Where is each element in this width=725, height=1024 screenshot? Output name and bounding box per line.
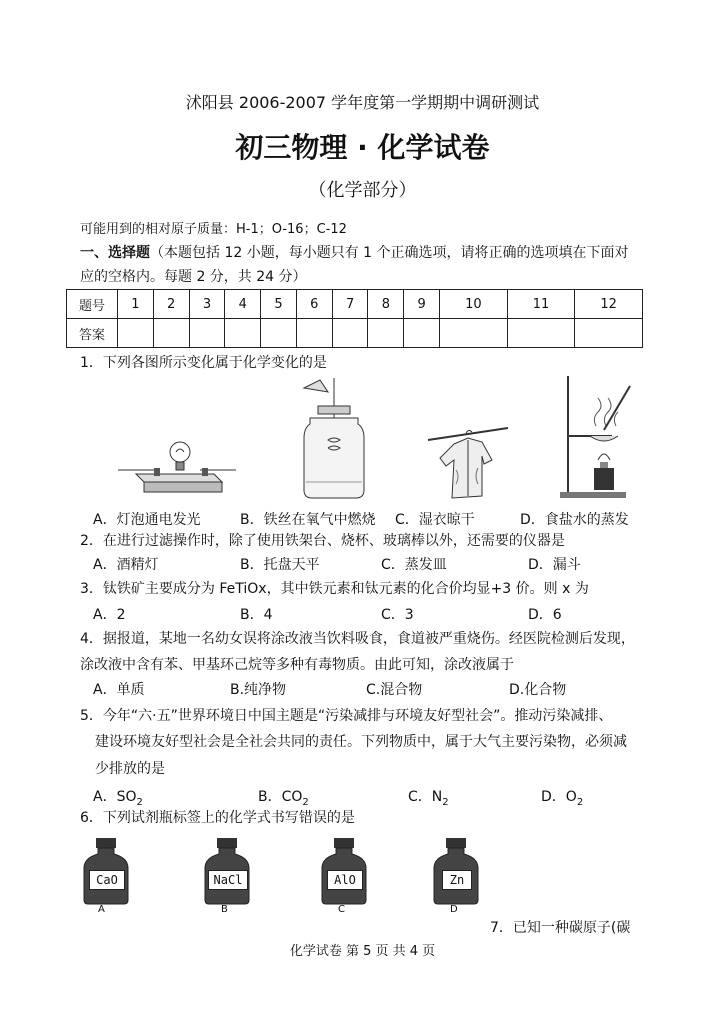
table-head-answer: 答案 <box>67 319 118 348</box>
section1-intro <box>80 242 629 262</box>
q4-option-c: C.混合物 <box>366 682 423 698</box>
bottle-label: AlO <box>327 870 363 890</box>
page-title: 初三物理 · 化学试卷 <box>235 131 490 164</box>
q2-stem: 2．在进行过滤操作时，除了使用铁架台、烧杯、玻璃棒以外，还需要的仪器是 <box>80 533 565 549</box>
q3-option-d: D．6 <box>528 607 562 623</box>
q3-option-c: C．3 <box>381 607 414 623</box>
q5-option-b-text: B．CO <box>258 789 303 805</box>
answer-cell[interactable] <box>368 319 404 348</box>
table-cell-number: 11 <box>507 290 575 319</box>
reagent-bottle-a <box>82 838 130 916</box>
q6-stem: 6．下列试剂瓶标签上的化学式书写错误的是 <box>80 810 355 826</box>
answer-cell[interactable] <box>296 319 332 348</box>
section1-label: 一、选择题 <box>80 245 150 261</box>
answer-cell[interactable] <box>575 319 643 348</box>
section1-desc1: （本题包括 12 小题，每小题只有 1 个正确选项，请将正确的选项填在下面对 <box>150 245 629 261</box>
table-cell-number: 3 <box>189 290 225 319</box>
table-cell-number: 1 <box>118 290 154 319</box>
iron-wire-jar-illustration <box>298 378 368 500</box>
q5-option-c-sub: 2 <box>442 796 449 808</box>
table-head-number: 题号 <box>67 290 118 319</box>
q5-option-d-sub: 2 <box>576 796 584 808</box>
q4-line1: 4．据报道，某地一名幼女误将涂改液当饮料吸食，食道被严重烧伤。经医院检测后发现， <box>80 631 635 647</box>
answer-cell[interactable] <box>189 319 225 348</box>
table-cell-number: 5 <box>261 290 297 319</box>
q5-option-d <box>541 786 583 808</box>
answer-cell[interactable] <box>507 319 575 348</box>
section1-desc2: 应的空格内。每题 2 分，共 24 分） <box>80 269 307 285</box>
exam-header-line: 沭阳县 2006-2007 学年度第一学期期中调研测试 <box>185 93 540 112</box>
answer-cell[interactable] <box>404 319 440 348</box>
answer-cell[interactable] <box>118 319 154 348</box>
bottle-label: NaCl <box>208 870 248 890</box>
q5-line2: 建设环境友好型社会是全社会共同的责任。下列物质中，属于大气主要污染物，必须减 <box>95 734 627 750</box>
answer-table <box>66 289 643 348</box>
bottle-letter: A <box>98 904 105 915</box>
q4-line2: 涂改液中含有苯、甲基环己烷等多种有毒物质。由此可知，涂改液属于 <box>80 657 514 673</box>
q1-option-c: C．湿衣晾干 <box>395 512 475 528</box>
q3-option-b: B．4 <box>240 607 273 623</box>
q5-option-c-text: C．N <box>408 789 443 805</box>
bottle-label: Zn <box>442 870 472 890</box>
table-cell-number: 12 <box>575 290 643 319</box>
bottle-letter: C <box>338 904 345 915</box>
table-cell-number: 10 <box>440 290 508 319</box>
reagent-bottle-b <box>203 838 251 916</box>
q3-option-a: A．2 <box>93 607 126 623</box>
q4-option-d: D.化合物 <box>509 682 567 698</box>
light-bulb-illustration <box>118 430 238 500</box>
wet-clothes-illustration <box>428 420 508 502</box>
q2-option-a: A．酒精灯 <box>93 557 159 573</box>
q5-option-a-text: A．SO <box>93 789 137 805</box>
page-subtitle: （化学部分） <box>308 180 417 201</box>
answer-cell[interactable] <box>440 319 508 348</box>
answer-cell[interactable] <box>153 319 189 348</box>
table-cell-number: 8 <box>368 290 404 319</box>
bottle-letter: B <box>221 904 228 915</box>
q1-option-a: A．灯泡通电发光 <box>93 512 201 528</box>
evaporation-setup-illustration <box>556 376 636 500</box>
page-footer: 化学试卷 第 5 页 共 4 页 <box>289 944 436 959</box>
bottle-label: CaO <box>89 870 125 890</box>
table-cell-number: 7 <box>332 290 368 319</box>
q2-option-b: B．托盘天平 <box>240 557 320 573</box>
table-cell-number: 9 <box>404 290 440 319</box>
q3-stem: 3．钛铁矿主要成分为 FeTiOx，其中铁元素和钛元素的化合价均显+3 价。则 x 为 <box>80 581 589 597</box>
q5-option-b <box>258 786 309 808</box>
q4-option-a: A．单质 <box>93 682 145 698</box>
q7-partial: 7．已知一种碳原子(碳 <box>490 920 631 936</box>
reagent-bottle-c <box>320 838 368 916</box>
answer-table-answer-row <box>67 319 643 348</box>
answer-cell[interactable] <box>261 319 297 348</box>
q1-stem: 1．下列各图所示变化属于化学变化的是 <box>80 355 327 371</box>
answer-table-number-row <box>67 290 643 319</box>
q2-option-d: D．漏斗 <box>528 557 581 573</box>
bottle-letter: D <box>450 904 458 915</box>
q1-option-b: B．铁丝在氧气中燃烧 <box>240 512 376 528</box>
q5-option-d-text: D．O <box>541 789 577 805</box>
q5-option-b-sub: 2 <box>302 796 309 808</box>
table-cell-number: 6 <box>296 290 332 319</box>
answer-cell[interactable] <box>332 319 368 348</box>
q5-option-c <box>408 786 449 808</box>
atomic-mass-note: 可能用到的相对原子质量：H-1；O-16；C-12 <box>80 222 347 237</box>
q1-option-d: D．食盐水的蒸发 <box>520 512 629 528</box>
answer-cell[interactable] <box>225 319 261 348</box>
q2-option-c: C．蒸发皿 <box>381 557 447 573</box>
table-cell-number: 4 <box>225 290 261 319</box>
q4-option-b: B.纯净物 <box>230 682 287 698</box>
reagent-bottle-d <box>432 838 480 916</box>
table-cell-number: 2 <box>153 290 189 319</box>
q5-line1: 5．今年“六·五”世界环境日中国主题是“污染减排与环境友好型社会”。推动污染减排、 <box>80 708 613 724</box>
q5-line3: 少排放的是 <box>95 761 165 777</box>
q5-option-a <box>93 786 143 808</box>
q5-option-a-sub: 2 <box>136 796 143 808</box>
